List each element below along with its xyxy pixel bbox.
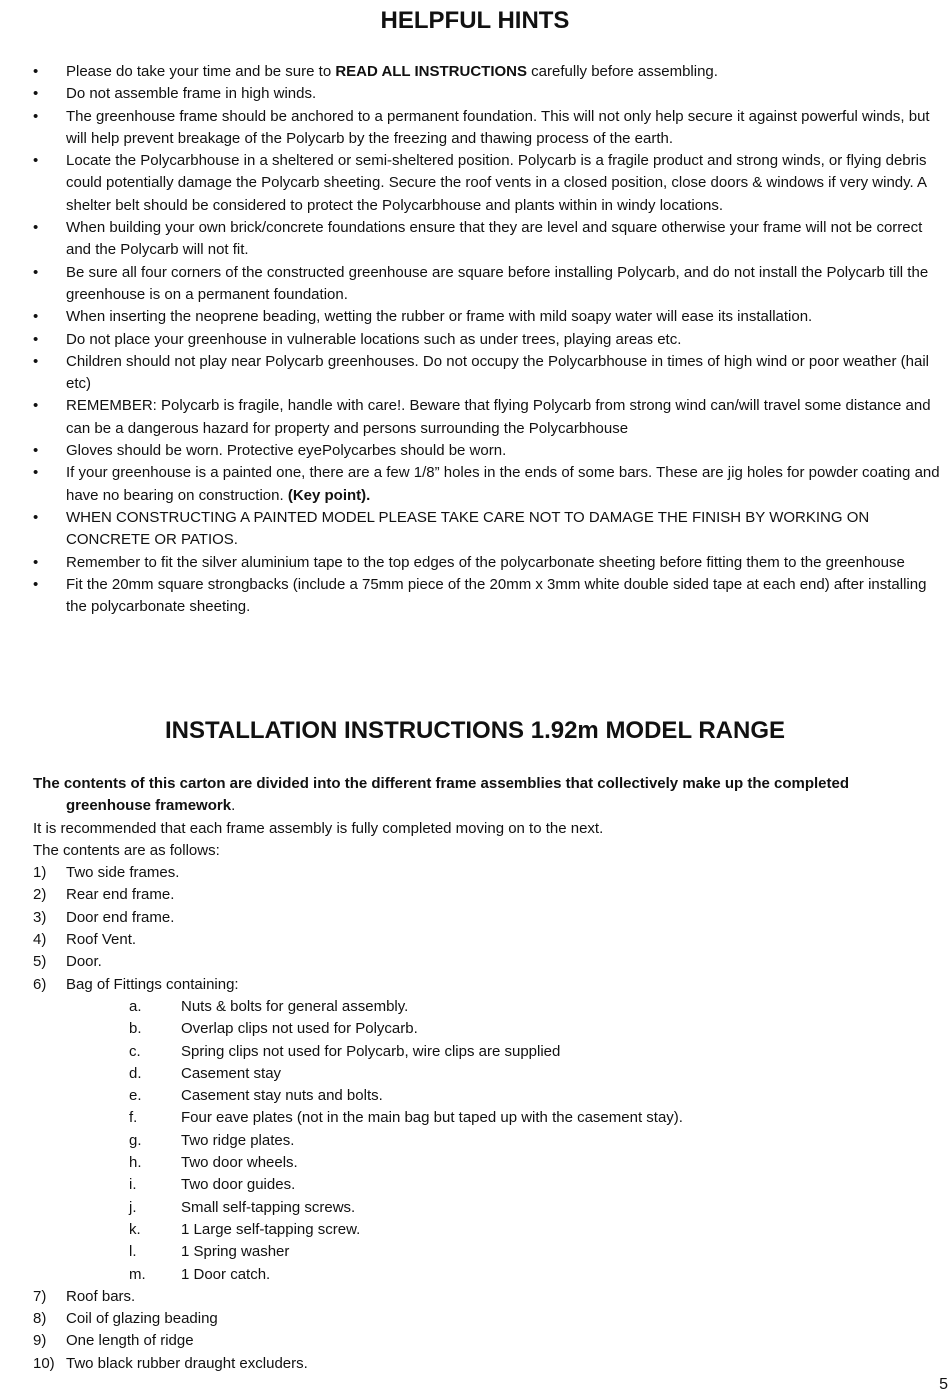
hint-text: Please do take your time and be sure to: [66, 63, 336, 80]
item-number: 7): [33, 1287, 47, 1305]
item-text: Rear end frame.: [66, 886, 175, 904]
item-number: 8): [33, 1310, 47, 1328]
fitting-text: Two door guides.: [181, 1176, 296, 1194]
bullet-icon: •: [33, 152, 39, 170]
item-number: 1): [33, 864, 47, 882]
installation-instructions-heading: INSTALLATION INSTRUCTIONS 1.92m MODEL RANGE: [164, 717, 786, 744]
fitting-letter: l.: [129, 1243, 137, 1261]
hint-text: If your greenhouse is a painted one, there are a few 1/8” holes in the ends of some bars. These are jig holes for powder coating and have no bearing on construction.: [66, 464, 940, 504]
fitting-letter: d.: [129, 1064, 142, 1082]
fitting-text: Overlap clips not used for Polycarb.: [181, 1020, 418, 1038]
contents-item: [33, 907, 933, 929]
fitting-item: [33, 1107, 933, 1129]
contents-list-part-2: [33, 1286, 933, 1375]
item-text: Door.: [66, 953, 102, 971]
fitting-text: 1 Large self-tapping screw.: [181, 1220, 361, 1238]
fitting-letter: k.: [129, 1220, 141, 1238]
bullet-icon: •: [33, 397, 39, 415]
bullet-icon: •: [33, 85, 39, 103]
fitting-item: [33, 1018, 933, 1040]
fitting-item: [33, 1264, 933, 1286]
hint-text: Fit the 20mm square strongbacks (include a 75mm piece of the 20mm x 3mm white double sided tape at each end) after installing the polycarbonate sheeting.: [66, 575, 927, 616]
contents-item: [33, 929, 933, 951]
fitting-text: 1 Spring washer: [181, 1243, 290, 1261]
contents-item: [33, 1330, 933, 1352]
fittings-sublist: [33, 996, 933, 1286]
fitting-text: Casement stay nuts and bolts.: [181, 1087, 383, 1105]
item-text: One length of ridge: [66, 1332, 194, 1350]
bullet-icon: •: [33, 442, 39, 460]
hint-text: The greenhouse frame should be anchored to a permanent foundation. This will not only help secure it against powerful winds, but will help prevent breakage of the Polycarb by the freezing and thawing process of the earth.: [66, 107, 930, 147]
hint-text: Be sure all four corners of the constructed greenhouse are square before installing Polycarb, and do not install the Polycarb till the greenhouse is on a permanent foundation.: [66, 263, 929, 303]
fitting-item: [33, 996, 933, 1018]
item-text: Two black rubber draught excluders.: [66, 1354, 308, 1372]
hint-text: REMEMBER: Polycarb is fragile, handle with care!. Beware that flying Polycarb from strong wind can/will travel some distance and can be a dangerous hazard for property and persons surrounding the Polycarbhouse: [66, 397, 931, 437]
fitting-text: Nuts & bolts for general assembly.: [181, 997, 409, 1015]
hint-text-tail: carefully before assembling.: [527, 63, 718, 80]
hint-item: [0, 61, 950, 83]
hint-text: Do not assemble frame in high winds.: [66, 85, 317, 103]
hint-text: Remember to fit the silver aluminium tape to the top edges of the polycarbonate sheeting before fitting them to the greenhouse: [66, 553, 905, 571]
helpful-hints-list: [0, 61, 950, 618]
bullet-icon: •: [33, 553, 39, 571]
hint-item: [0, 351, 950, 396]
contents-list-part-1: [33, 862, 933, 996]
fitting-text: Small self-tapping screws.: [181, 1198, 356, 1216]
item-number: 9): [33, 1332, 47, 1350]
fitting-letter: a.: [129, 997, 142, 1015]
contents-item: [33, 1286, 933, 1308]
fitting-item: [33, 1174, 933, 1196]
hint-text: Locate the Polycarbhouse in a sheltered or semi-sheltered position. Polycarb is a fragile product and strong winds, or flying debris could potentially damage the Polycarb sheeting. Secure the roof vents in a closed position, close doors & windows if very windy. A shelter belt should be considered to protect the Polycarbhouse and plants within in windy locations.: [66, 152, 927, 214]
contents-item: [33, 1353, 933, 1375]
hint-item: [0, 262, 950, 307]
fitting-item: [33, 1197, 933, 1219]
fitting-text: Casement stay: [181, 1064, 282, 1082]
contents-intro: [33, 773, 933, 818]
bullet-icon: •: [33, 107, 39, 125]
bullet-icon: •: [33, 508, 39, 526]
fitting-item: [33, 1085, 933, 1107]
fitting-letter: m.: [129, 1265, 146, 1283]
item-text: Roof Vent.: [66, 931, 137, 949]
fitting-text: Two ridge plates.: [181, 1131, 295, 1149]
fitting-text: Two door wheels.: [181, 1154, 298, 1172]
fitting-text: Spring clips not used for Polycarb, wire clips are supplied: [181, 1042, 561, 1060]
hint-text: Children should not play near Polycarb greenhouses. Do not occupy the Polycarbhouse in times of high wind or poor weather (hail etc): [66, 352, 929, 393]
fitting-letter: b.: [129, 1020, 142, 1038]
contents-intro-tail: .: [231, 797, 236, 815]
bullet-icon: •: [33, 464, 39, 482]
hint-item: [0, 329, 950, 351]
item-text: Two side frames.: [66, 864, 180, 882]
hint-text: When building your own brick/concrete foundations ensure that they are level and square otherwise your frame will not be correct and the Polycarb will not fit.: [66, 219, 923, 259]
hint-item: [0, 552, 950, 574]
contents-item: [33, 862, 933, 884]
item-text: Door end frame.: [66, 908, 175, 926]
item-number: 6): [33, 975, 47, 993]
fitting-text: Four eave plates (not in the main bag but taped up with the casement stay).: [181, 1109, 683, 1127]
fitting-item: [33, 1063, 933, 1085]
fitting-letter: h.: [129, 1154, 142, 1172]
hint-item: [0, 217, 950, 262]
hint-item: [0, 440, 950, 462]
hint-item: [0, 574, 950, 619]
bullet-icon: •: [33, 263, 39, 281]
hint-item: [0, 462, 950, 507]
recommend-line: It is recommended that each frame assembly is fully completed moving on to the next.: [33, 819, 604, 837]
hint-text: When inserting the neoprene beading, wetting the rubber or frame with mild soapy water will ease its installation.: [66, 308, 813, 326]
item-number: 2): [33, 886, 47, 904]
item-number: 10): [33, 1354, 55, 1372]
hint-item: [0, 395, 950, 440]
hint-text: WHEN CONSTRUCTING A PAINTED MODEL PLEASE TAKE CARE NOT TO DAMAGE THE FINISH BY WORKING ON CONCRETE OR PATIOS.: [66, 508, 870, 549]
contents-item: [33, 951, 933, 973]
bullet-icon: •: [33, 219, 39, 237]
fitting-item: [33, 1130, 933, 1152]
hint-item: [0, 507, 950, 552]
hint-text: Do not place your greenhouse in vulnerable locations such as under trees, playing areas etc.: [66, 330, 682, 348]
hint-bold-text: READ ALL INSTRUCTIONS: [335, 63, 527, 80]
item-number: 5): [33, 953, 47, 971]
contents-intro-bold: The contents of this carton are divided into the different frame assemblies that collectively make up the completed greenhouse framework: [33, 775, 850, 815]
fitting-item: [33, 1152, 933, 1174]
item-number: 4): [33, 931, 47, 949]
fitting-item: [33, 1241, 933, 1263]
fitting-item: [33, 1219, 933, 1241]
hint-text: Gloves should be worn. Protective eyePolycarbes should be worn.: [66, 442, 507, 460]
item-number: 3): [33, 908, 47, 926]
fitting-letter: f.: [129, 1109, 138, 1127]
fitting-letter: c.: [129, 1042, 141, 1060]
contents-item: [33, 1308, 933, 1330]
fitting-letter: j.: [129, 1198, 137, 1216]
bullet-icon: •: [33, 330, 39, 348]
hint-item: [0, 106, 950, 151]
bullet-icon: •: [33, 63, 39, 80]
installation-contents: [33, 773, 933, 1375]
bullet-icon: •: [33, 352, 39, 370]
item-text: Roof bars.: [66, 1287, 136, 1305]
fitting-text: 1 Door catch.: [181, 1265, 271, 1283]
helpful-hints-heading: HELPFUL HINTS: [380, 7, 570, 34]
fitting-letter: i.: [129, 1176, 137, 1194]
item-text: Bag of Fittings containing:: [66, 975, 239, 993]
page-number: 5: [939, 1376, 948, 1393]
hint-item: [0, 306, 950, 328]
fitting-item: [33, 1041, 933, 1063]
bullet-icon: •: [33, 575, 39, 593]
hint-item: [0, 83, 950, 105]
contents-item: [33, 974, 933, 996]
item-text: Coil of glazing beading: [66, 1310, 218, 1328]
contents-item: [33, 884, 933, 906]
fitting-letter: g.: [129, 1131, 142, 1149]
hint-item: [0, 150, 950, 217]
hint-bold-text: (Key point).: [287, 486, 371, 504]
fitting-letter: e.: [129, 1087, 142, 1105]
contents-line: The contents are as follows:: [33, 841, 220, 859]
bullet-icon: •: [33, 308, 39, 326]
